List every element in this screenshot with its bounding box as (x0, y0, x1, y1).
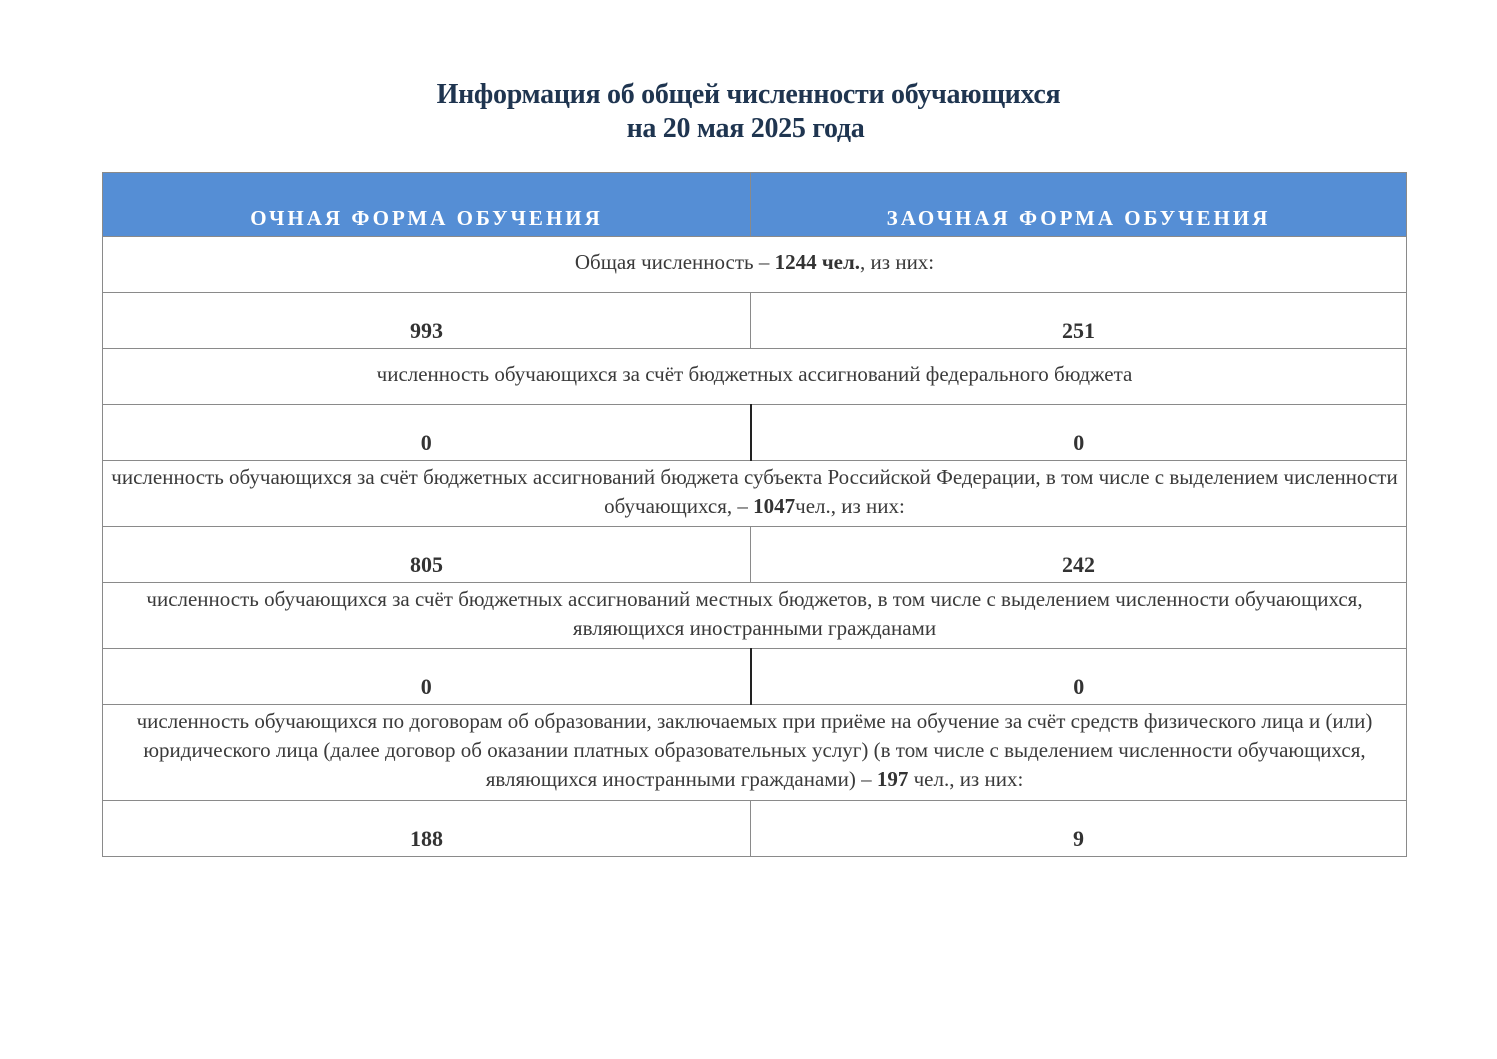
table-header-row (103, 173, 1407, 237)
table-row (103, 405, 1407, 461)
header-part-time: ЗАОЧНАЯ ФОРМА ОБУЧЕНИЯ (751, 173, 1407, 237)
contract-label: численность обучающихся по договорам об образовании, заключаемых при приёме на обучение за счёт средств физического лица и (или) юридического лица (далее договор об оказании платных образовательных услуг) (в том числе с выделением численности обучающихся, являющихся иностранными гражданами) – 197 чел., из них: (103, 705, 1407, 801)
regional-full-time-value: 805 (103, 527, 751, 583)
local-part-time-value: 0 (751, 649, 1407, 705)
table-row (103, 801, 1407, 857)
regional-amount: 1047 (753, 493, 796, 518)
federal-full-time-value: 0 (103, 405, 751, 461)
total-label: Общая численность – 1244 чел., из них: (103, 237, 1407, 293)
title-line-1: Информация об общей численности обучающихся (436, 79, 1061, 110)
total-part-time-value: 251 (751, 293, 1407, 349)
local-label: численность обучающихся за счёт бюджетных ассигнований местных бюджетов, в том числе с выделением численности обучающихся, являющихся иностранными гражданами (103, 583, 1407, 649)
contract-part-time-value: 9 (751, 801, 1407, 857)
page-title (0, 78, 1497, 146)
federal-label: численность обучающихся за счёт бюджетных ассигнований федерального бюджета (103, 349, 1407, 405)
table-row (103, 705, 1407, 801)
title-line-2: на 20 мая 2025 года (626, 113, 865, 144)
table-row (103, 649, 1407, 705)
table-row (103, 527, 1407, 583)
total-amount: 1244 чел. (774, 250, 861, 274)
table-row (103, 461, 1407, 527)
regional-part-time-value: 242 (751, 527, 1407, 583)
federal-part-time-value: 0 (751, 405, 1407, 461)
table-row (103, 293, 1407, 349)
table-row (103, 237, 1407, 293)
contract-full-time-value: 188 (103, 801, 751, 857)
header-full-time: ОЧНАЯ ФОРМА ОБУЧЕНИЯ (103, 173, 751, 237)
total-full-time-value: 993 (103, 293, 751, 349)
local-full-time-value: 0 (103, 649, 751, 705)
students-count-table (102, 172, 1407, 857)
table-row (103, 349, 1407, 405)
regional-label: численность обучающихся за счёт бюджетных ассигнований бюджета субъекта Российской Федерации, в том числе с выделением численности обучающихся, – 1047чел., из них: (103, 461, 1407, 527)
contract-amount: 197 (876, 767, 909, 791)
table-row (103, 583, 1407, 649)
